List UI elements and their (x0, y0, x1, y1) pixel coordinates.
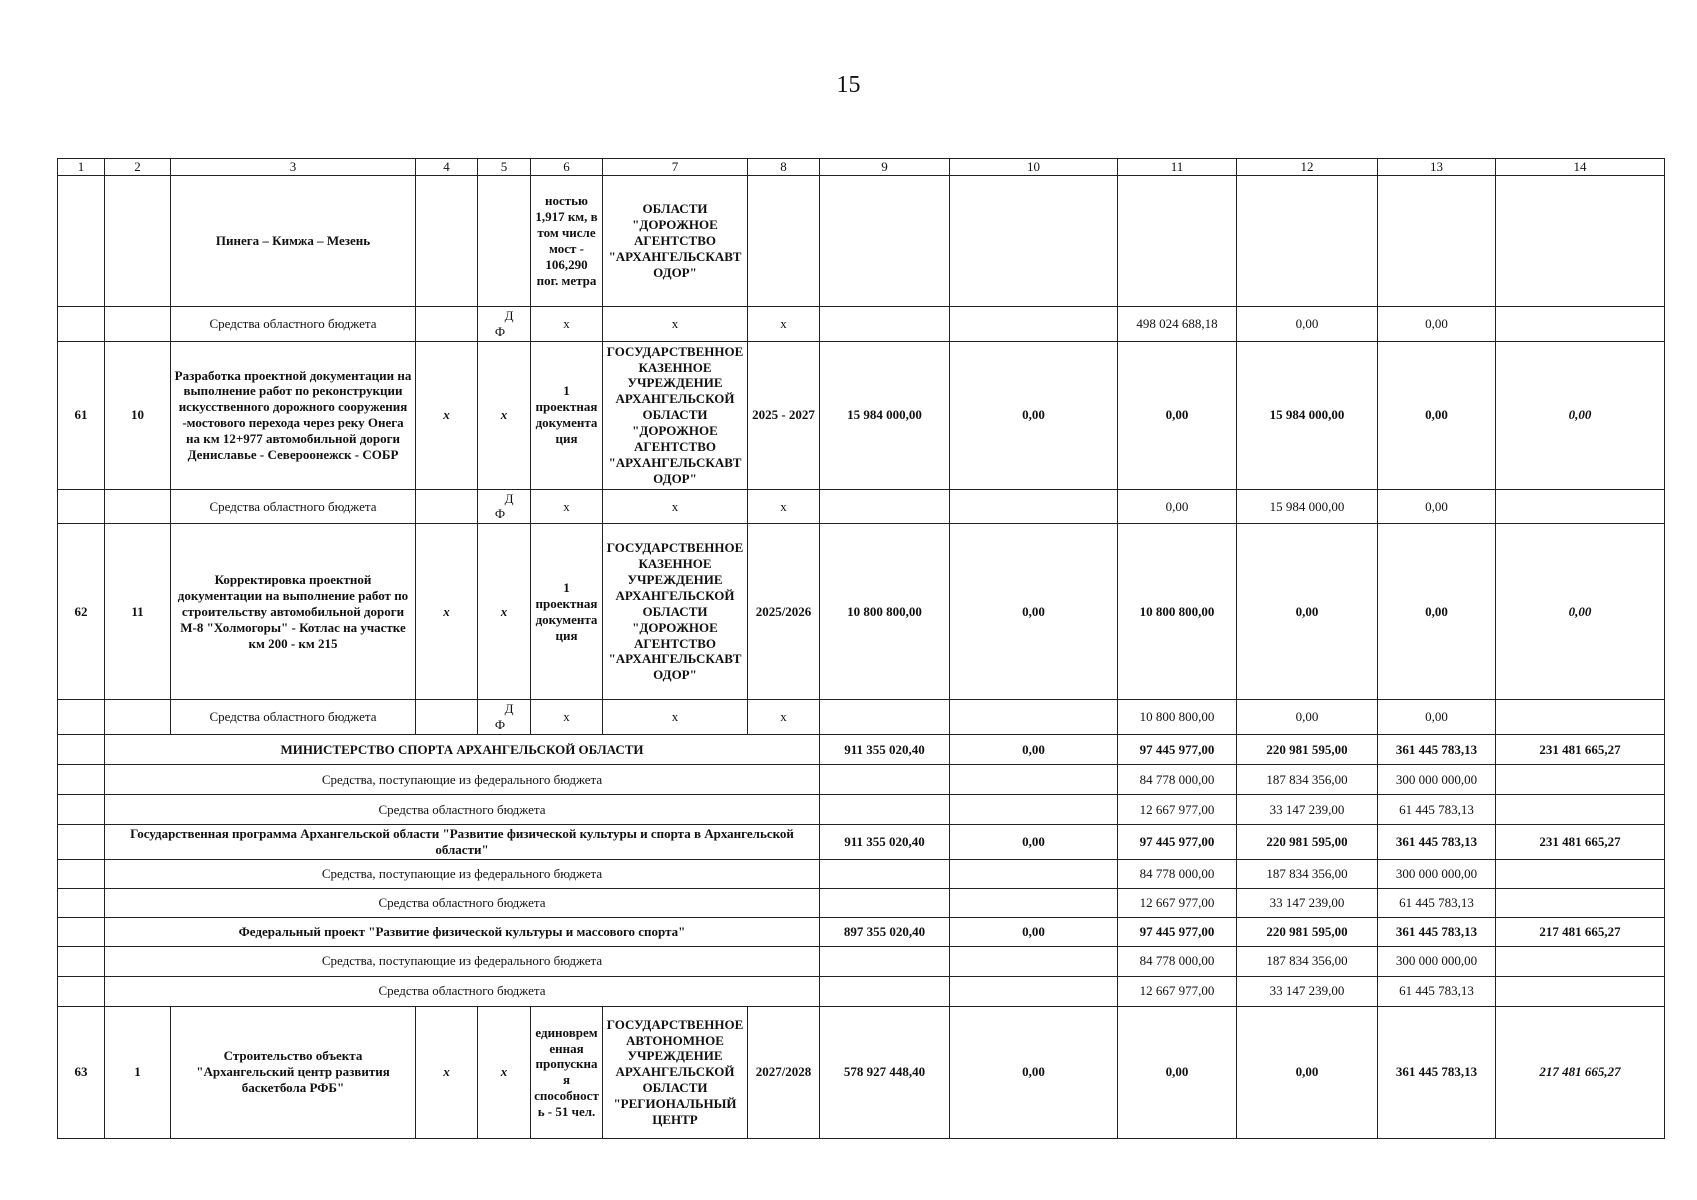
cell (1496, 700, 1665, 735)
cell (1496, 976, 1665, 1006)
section-row (58, 825, 1665, 860)
column-number: 14 (1496, 159, 1665, 176)
column-number: 3 (171, 159, 416, 176)
section-title: МИНИСТЕРСТВО СПОРТА АРХАНГЕЛЬСКОЙ ОБЛАСТИ (105, 735, 820, 765)
cell (58, 795, 105, 825)
cell (1496, 859, 1665, 888)
cell (105, 306, 171, 341)
cell: x (416, 341, 478, 489)
customer: ГОСУДАРСТВЕННОЕ КАЗЕННОЕ УЧРЕЖДЕНИЕ АРХАНГЕЛЬСКОЙ ОБЛАСТИ "ДОРОЖНОЕ АГЕНТСТВО "АРХАНГЕЛЬСКАВТОДОР" (603, 341, 748, 489)
value-cell: 0,00 (1378, 700, 1496, 735)
table-row (58, 489, 1665, 524)
table-row (58, 306, 1665, 341)
cell (820, 489, 950, 524)
cell (105, 489, 171, 524)
cell (58, 888, 105, 917)
row-number: 62 (58, 524, 105, 700)
cell (950, 489, 1118, 524)
value-cell: 12 667 977,00 (1118, 795, 1237, 825)
cell (58, 917, 105, 946)
value-cell: 361 445 783,13 (1378, 825, 1496, 860)
period: x (748, 489, 820, 524)
cell: x (416, 1006, 478, 1138)
column-number: 4 (416, 159, 478, 176)
cell (1496, 489, 1665, 524)
cell (950, 859, 1118, 888)
table-row (58, 700, 1665, 735)
capacity: 1 проектная документация (531, 524, 603, 700)
value-cell: 498 024 688,18 (1118, 306, 1237, 341)
value-cell: 187 834 356,00 (1237, 859, 1378, 888)
funding-code (478, 700, 531, 735)
cell (416, 175, 478, 306)
funding-code (478, 489, 531, 524)
cell: x (416, 524, 478, 700)
period: 2025/2026 (748, 524, 820, 700)
customer: ГОСУДАРСТВЕННОЕ КАЗЕННОЕ УЧРЕЖДЕНИЕ АРХАНГЕЛЬСКОЙ ОБЛАСТИ "ДОРОЖНОЕ АГЕНТСТВО "АРХАНГЕЛЬСКАВТОДОР" (603, 524, 748, 700)
cell (820, 859, 950, 888)
cell (58, 700, 105, 735)
column-number: 6 (531, 159, 603, 176)
capacity: x (531, 700, 603, 735)
value-cell: 15 984 000,00 (1237, 489, 1378, 524)
value-cell: 0,00 (1118, 341, 1237, 489)
cell (105, 700, 171, 735)
cell (58, 489, 105, 524)
cell (820, 795, 950, 825)
funding-source: Средства областного бюджета (171, 489, 416, 524)
customer: ГОСУДАРСТВЕННОЕ АВТОНОМНОЕ УЧРЕЖДЕНИЕ АРХАНГЕЛЬСКОЙ ОБЛАСТИ "РЕГИОНАЛЬНЫЙ ЦЕНТР (603, 1006, 748, 1138)
period: 2027/2028 (748, 1006, 820, 1138)
cell: x (478, 1006, 531, 1138)
value-cell: 10 800 800,00 (1118, 700, 1237, 735)
cell (58, 175, 105, 306)
cell (105, 175, 171, 306)
funding-source: Средства, поступающие из федерального бюджета (105, 946, 820, 976)
page-number: 15 (836, 72, 861, 98)
table-row (58, 976, 1665, 1006)
cell (820, 765, 950, 795)
cell (58, 976, 105, 1006)
column-number-row (58, 159, 1665, 176)
cell (950, 888, 1118, 917)
value-cell: 911 355 020,40 (820, 825, 950, 860)
table-row (58, 859, 1665, 888)
column-number: 5 (478, 159, 531, 176)
value-cell: 33 147 239,00 (1237, 888, 1378, 917)
value-cell: 0,00 (950, 825, 1118, 860)
value-cell: 10 800 800,00 (1118, 524, 1237, 700)
funding-code-part: Ф (494, 717, 506, 733)
value-cell: 0,00 (950, 1006, 1118, 1138)
column-number: 8 (748, 159, 820, 176)
budget-table (57, 158, 1665, 1139)
value-cell: 0,00 (1496, 341, 1665, 489)
capacity: ностью 1,917 км, в том числе мост - 106,290 пог. метра (531, 175, 603, 306)
value-cell: 0,00 (1237, 1006, 1378, 1138)
cell (1378, 175, 1496, 306)
value-cell: 97 445 977,00 (1118, 917, 1237, 946)
row-number: 63 (58, 1006, 105, 1138)
value-cell: 361 445 783,13 (1378, 735, 1496, 765)
value-cell: 300 000 000,00 (1378, 859, 1496, 888)
value-cell: 911 355 020,40 (820, 735, 950, 765)
cell (950, 946, 1118, 976)
period: 2025 - 2027 (748, 341, 820, 489)
item-number: 10 (105, 341, 171, 489)
period: x (748, 306, 820, 341)
funding-source: Средства, поступающие из федерального бюджета (105, 765, 820, 795)
object-name: Корректировка проектной документации на выполнение работ по строительству автомобильной дороги М-8 "Холмогоры" - Котлас на участке км 200 - км 215 (171, 524, 416, 700)
section-title: Государственная программа Архангельской области "Развитие физической культуры и спорта в Архангельской области" (105, 825, 820, 860)
cell (1496, 888, 1665, 917)
cell (1496, 175, 1665, 306)
customer: x (603, 700, 748, 735)
value-cell: 0,00 (950, 917, 1118, 946)
section-row (58, 735, 1665, 765)
value-cell: 0,00 (1378, 306, 1496, 341)
cell (1496, 946, 1665, 976)
value-cell: 33 147 239,00 (1237, 976, 1378, 1006)
customer: ОБЛАСТИ "ДОРОЖНОЕ АГЕНТСТВО "АРХАНГЕЛЬСКАВТОДОР" (603, 175, 748, 306)
section-row (58, 917, 1665, 946)
column-number: 11 (1118, 159, 1237, 176)
item-number: 11 (105, 524, 171, 700)
table-row (58, 946, 1665, 976)
value-cell: 217 481 665,27 (1496, 1006, 1665, 1138)
value-cell: 187 834 356,00 (1237, 765, 1378, 795)
table-row (58, 888, 1665, 917)
table-row (58, 765, 1665, 795)
cell (478, 175, 531, 306)
capacity: x (531, 306, 603, 341)
funding-source: Средства, поступающие из федерального бюджета (105, 859, 820, 888)
cell (820, 976, 950, 1006)
section-title: Федеральный проект "Развитие физической культуры и массового спорта" (105, 917, 820, 946)
customer: x (603, 489, 748, 524)
funding-source: Средства областного бюджета (171, 700, 416, 735)
cell (416, 700, 478, 735)
cell (820, 175, 950, 306)
item-number: 1 (105, 1006, 171, 1138)
value-cell: 361 445 783,13 (1378, 917, 1496, 946)
funding-source: Средства областного бюджета (105, 976, 820, 1006)
table-row (58, 1006, 1665, 1138)
cell (748, 175, 820, 306)
value-cell: 187 834 356,00 (1237, 946, 1378, 976)
value-cell: 0,00 (1118, 489, 1237, 524)
cell (58, 306, 105, 341)
value-cell: 15 984 000,00 (1237, 341, 1378, 489)
value-cell: 84 778 000,00 (1118, 765, 1237, 795)
value-cell: 61 445 783,13 (1378, 976, 1496, 1006)
value-cell: 300 000 000,00 (1378, 765, 1496, 795)
value-cell: 220 981 595,00 (1237, 735, 1378, 765)
funding-code-part: Ф (494, 506, 506, 522)
value-cell: 12 667 977,00 (1118, 888, 1237, 917)
capacity: 1 проектная документация (531, 341, 603, 489)
cell: x (478, 524, 531, 700)
cell (1237, 175, 1378, 306)
value-cell: 0,00 (950, 341, 1118, 489)
value-cell: 897 355 020,40 (820, 917, 950, 946)
cell (820, 306, 950, 341)
table-row (58, 795, 1665, 825)
cell (820, 946, 950, 976)
cell (950, 700, 1118, 735)
cell (1496, 765, 1665, 795)
customer: x (603, 306, 748, 341)
value-cell: 231 481 665,27 (1496, 825, 1665, 860)
funding-code-part: Д (504, 490, 514, 506)
value-cell: 220 981 595,00 (1237, 917, 1378, 946)
table-row (58, 341, 1665, 489)
value-cell: 0,00 (1496, 524, 1665, 700)
value-cell: 0,00 (1237, 700, 1378, 735)
cell (58, 859, 105, 888)
period: x (748, 700, 820, 735)
value-cell: 15 984 000,00 (820, 341, 950, 489)
funding-source: Средства областного бюджета (171, 306, 416, 341)
column-number: 13 (1378, 159, 1496, 176)
value-cell: 0,00 (1118, 1006, 1237, 1138)
cell (416, 489, 478, 524)
capacity: единовременная пропускная способность - 51 чел. (531, 1006, 603, 1138)
funding-code-part: Д (504, 307, 514, 323)
value-cell: 0,00 (1378, 524, 1496, 700)
funding-code-part: Д (504, 701, 514, 717)
column-number: 10 (950, 159, 1118, 176)
cell (950, 765, 1118, 795)
cell (950, 795, 1118, 825)
value-cell: 361 445 783,13 (1378, 1006, 1496, 1138)
cell (950, 175, 1118, 306)
column-number: 1 (58, 159, 105, 176)
value-cell: 61 445 783,13 (1378, 888, 1496, 917)
cell (58, 946, 105, 976)
value-cell: 0,00 (1378, 341, 1496, 489)
value-cell: 220 981 595,00 (1237, 825, 1378, 860)
value-cell: 10 800 800,00 (820, 524, 950, 700)
object-name: Разработка проектной документации на выполнение работ по реконструкции искусственного дорожного сооружения -мостового перехода через реку Онега на км 12+977 автомобильной дороги Дениславье - Североонежск - СОБР (171, 341, 416, 489)
funding-code-part: Ф (494, 323, 506, 339)
value-cell: 217 481 665,27 (1496, 917, 1665, 946)
value-cell: 578 927 448,40 (820, 1006, 950, 1138)
value-cell: 84 778 000,00 (1118, 859, 1237, 888)
value-cell: 0,00 (1378, 489, 1496, 524)
table-row (58, 175, 1665, 306)
capacity: x (531, 489, 603, 524)
column-number: 7 (603, 159, 748, 176)
object-name: Строительство объекта "Архангельский центр развития баскетбола РФБ" (171, 1006, 416, 1138)
row-number: 61 (58, 341, 105, 489)
value-cell: 0,00 (1237, 306, 1378, 341)
cell (58, 825, 105, 860)
funding-code (478, 306, 531, 341)
cell (416, 306, 478, 341)
cell (58, 765, 105, 795)
value-cell: 0,00 (950, 735, 1118, 765)
value-cell: 97 445 977,00 (1118, 825, 1237, 860)
column-number: 9 (820, 159, 950, 176)
cell (820, 700, 950, 735)
value-cell: 33 147 239,00 (1237, 795, 1378, 825)
value-cell: 12 667 977,00 (1118, 976, 1237, 1006)
table-row (58, 524, 1665, 700)
funding-source: Средства областного бюджета (105, 795, 820, 825)
value-cell: 231 481 665,27 (1496, 735, 1665, 765)
value-cell: 300 000 000,00 (1378, 946, 1496, 976)
cell (950, 976, 1118, 1006)
column-number: 12 (1237, 159, 1378, 176)
cell (820, 888, 950, 917)
cell (58, 735, 105, 765)
funding-source: Средства областного бюджета (105, 888, 820, 917)
value-cell: 0,00 (1237, 524, 1378, 700)
value-cell: 97 445 977,00 (1118, 735, 1237, 765)
column-number: 2 (105, 159, 171, 176)
cell (1496, 795, 1665, 825)
cell (1496, 306, 1665, 341)
cell (1118, 175, 1237, 306)
value-cell: 61 445 783,13 (1378, 795, 1496, 825)
value-cell: 84 778 000,00 (1118, 946, 1237, 976)
cell: x (478, 341, 531, 489)
cell (950, 306, 1118, 341)
value-cell: 0,00 (950, 524, 1118, 700)
object-name: Пинега – Кимжа – Мезень (171, 175, 416, 306)
